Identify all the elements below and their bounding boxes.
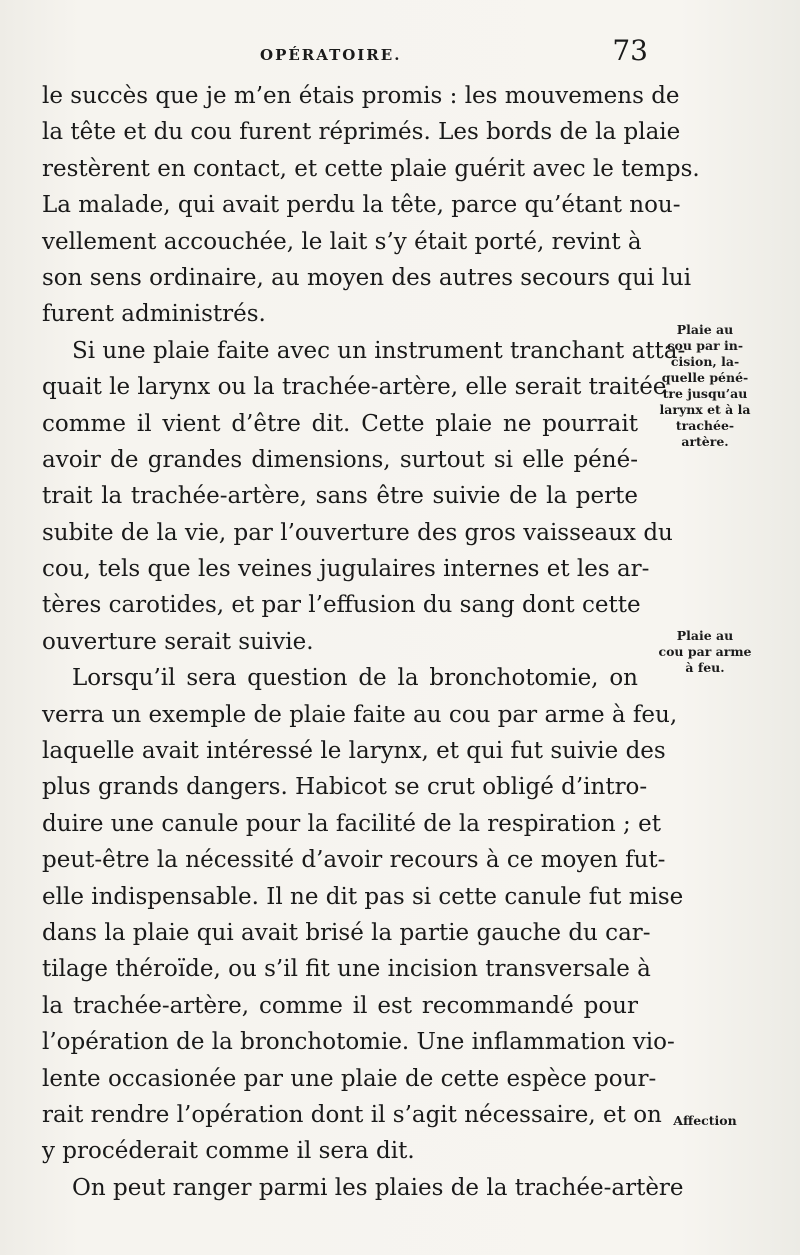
text-line: laquelle avait intéressé le larynx, et qui fut suivie des [42,738,666,765]
text-line: trait la trachée-artère, sans être suivie de la perte [42,483,638,510]
text-line: duire une canule pour la facilité de la respiration ; et [42,810,661,837]
text-line: restèrent en contact, et cette plaie guérit avec le temps. [42,155,700,182]
margin-note-line: larynx et à la [659,402,751,417]
text-line: la trachée-artère, comme il est recommandé pour [42,992,638,1019]
text-line: avoir de grandes dimensions, surtout si elle péné- [42,446,638,473]
margin-note-line: quelle péné- [661,370,749,385]
margin-note-line: Affection [673,1113,737,1128]
text-line: quait le larynx ou la trachée-artère, elle serait traitée [42,374,667,401]
text-line: Si une plaie faite avec un instrument tranchant atta- [72,337,686,364]
text-line: son sens ordinaire, au moyen des autres secours qui lui [42,264,692,291]
text-line: vellement accouchée, le lait s’y était porté, revint à [42,228,642,255]
text-line: La malade, qui avait perdu la tête, parce qu’étant nou- [42,192,681,219]
text-line: tilage théroïde, ou s’il fit une incision transversale à [42,956,651,983]
margin-note-line: artère. [681,434,729,449]
running-title: OPÉRATOIRE. [260,46,402,64]
text-line: dans la plaie qui avait brisé la partie gauche du car- [42,919,651,946]
text-line: cou, tels que les veines jugulaires internes et les ar- [42,556,650,583]
margin-note-line: à feu. [685,660,725,675]
margin-note-line: Plaie au [676,322,734,337]
margin-note-line: tre jusqu’au [662,386,748,401]
margin-note-firearm [650,628,760,676]
text-line: la tête et du cou furent réprimés. Les bords de la plaie [42,119,681,146]
margin-note-line: trachée- [675,418,735,433]
margin-note-line: cou par arme [658,644,752,659]
page-number: 73 [612,34,648,67]
text-line: tères carotides, et par l’effusion du sang dont cette [42,592,641,619]
margin-note-line: cou par in- [666,338,744,353]
text-line: l’opération de la bronchotomie. Une inflammation vio- [42,1029,675,1056]
margin-note-incision [650,322,760,450]
text-line: le succès que je m’en étais promis : les mouvemens de [42,83,680,109]
text-line: Lorsqu’il sera question de la bronchotomie, on [72,665,638,692]
page-header [40,32,648,72]
text-line: lente occasionée par une plaie de cette espèce pour- [42,1065,657,1092]
text-line: subite de la vie, par l’ouverture des gros vaisseaux du [42,519,673,546]
text-line: comme il vient d’être dit. Cette plaie ne pourrait [42,410,638,437]
margin-note-line: Plaie au [676,628,734,643]
margin-note-affection [650,1113,760,1129]
text-line: elle indispensable. Il ne dit pas si cette canule fut mise [42,883,684,910]
text-line: peut-être la nécessité d’avoir recours à ce moyen fut- [42,847,666,874]
body-text [42,78,700,1206]
text-line: verra un exemple de plaie faite au cou par arme à feu, [42,701,678,728]
text-line: y procéderait comme il sera dit. [42,1138,415,1165]
text-line: ouverture serait suivie. [42,628,314,655]
text-line: On peut ranger parmi les plaies de la trachée-artère [72,1174,684,1201]
margin-note-line: cision, la- [670,354,740,369]
text-line: rait rendre l’opération dont il s’agit nécessaire, et on [42,1101,662,1128]
text-line: plus grands dangers. Habicot se crut obligé d’intro- [42,774,648,801]
text-line: furent administrés. [42,301,266,328]
